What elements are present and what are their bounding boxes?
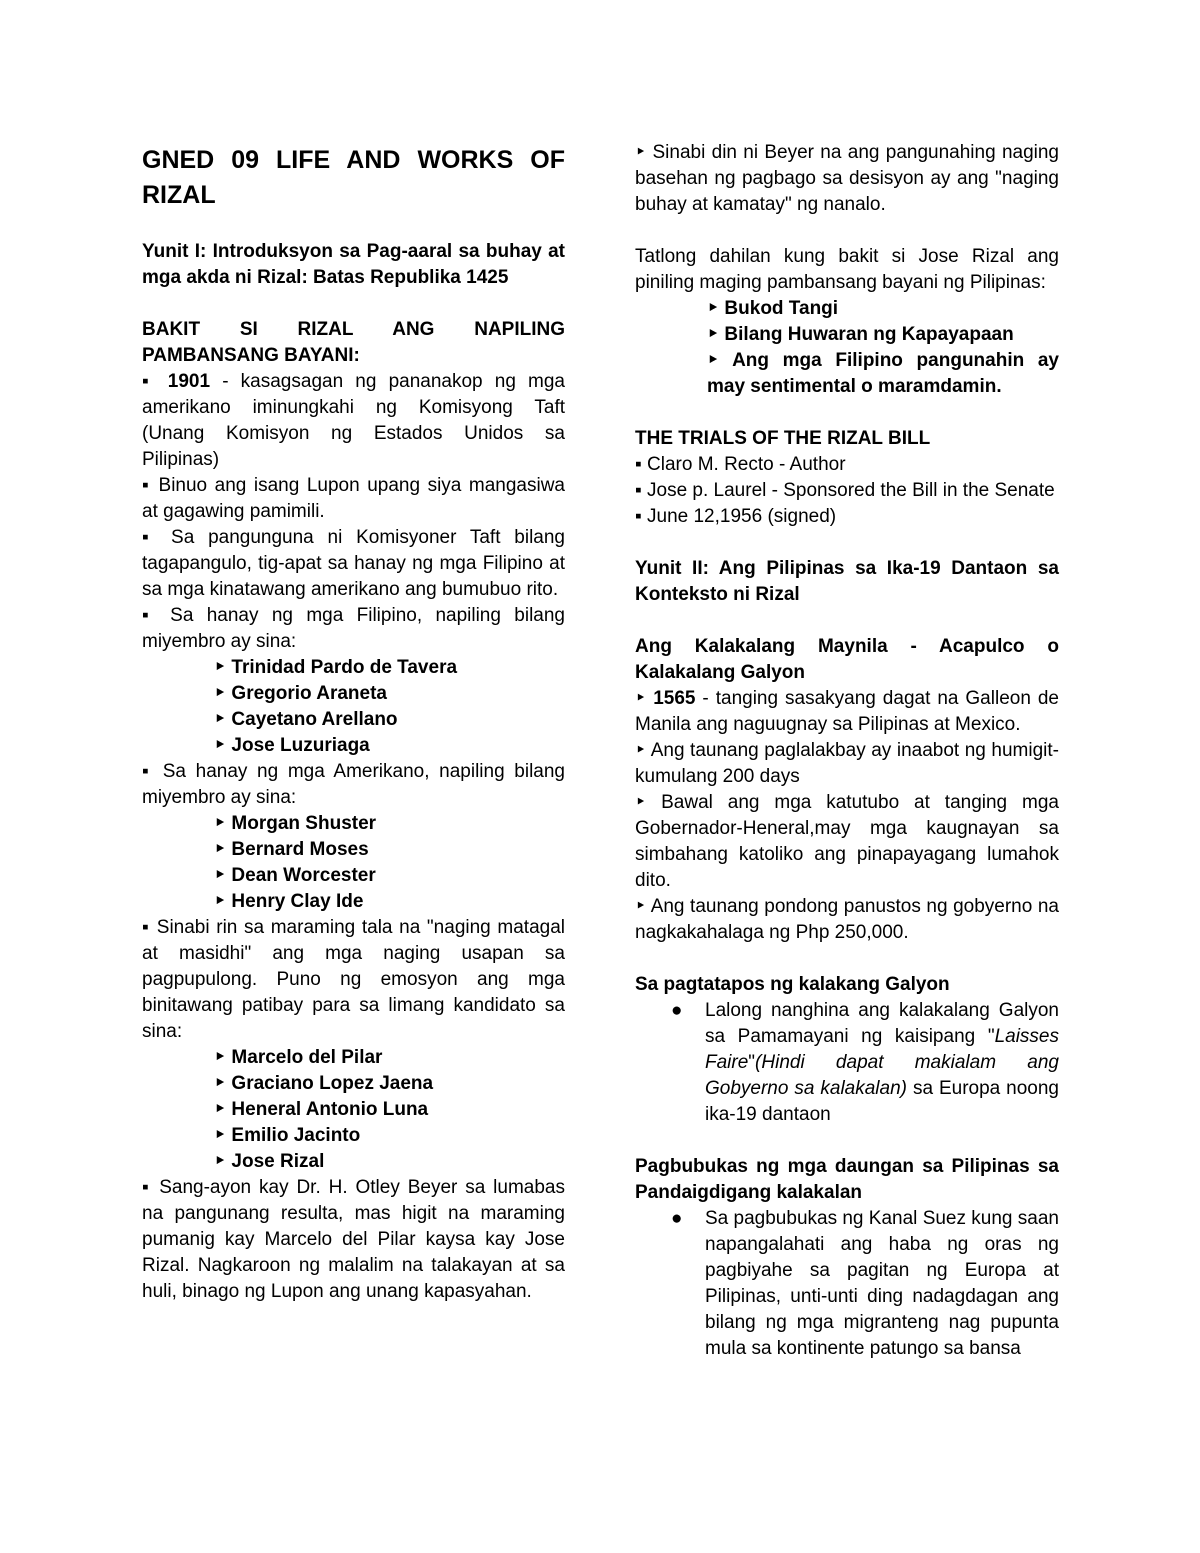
list-item: ▪ Jose p. Laurel - Sponsored the Bill in the Senate (635, 480, 1055, 501)
list-item: ‣ Jose Rizal (214, 1151, 325, 1172)
bullet-marker: ▪ (142, 371, 156, 392)
list-item: ‣ Cayetano Arellano (214, 709, 398, 730)
unit-2-heading: Yunit II: Ang Pilipinas sa Ika-19 Dantaon sa Konteksto ni Rizal (635, 558, 1059, 605)
list-item: ▪ June 12,1956 (signed) (635, 506, 837, 527)
list-item: ‣ Graciano Lopez Jaena (214, 1073, 434, 1094)
list-item: ‣ Heneral Antonio Luna (214, 1099, 429, 1120)
paragraph-usapan: ▪ Sinabi rin sa maraming tala na "naging matagal at masidhi" ang mga naging usapan sa pagpupulong. Puno ng emosyon ang mga binitawang patibay para sa limang kandidato sa sina: (142, 917, 565, 1042)
bullet-text: " (748, 1052, 756, 1073)
list-item: ‣ Ang mga Filipino pangunahin ay may sentimental o maramdamin. (707, 350, 1059, 397)
bullet-dot-icon: ● (671, 1208, 683, 1229)
year-1565: 1565 (653, 688, 696, 709)
trials-heading: THE TRIALS OF THE RIZAL BILL (635, 428, 931, 449)
pagtatapos-heading: Sa pagtatapos ng kalakang Galyon (635, 974, 950, 995)
paragraph-1565-text: - tanging sasakyang dagat na Galleon de Manila ang naguugnay sa Pilipinas at Mexico. (635, 688, 1059, 735)
paragraph-taft: ▪ Sa pangunguna ni Komisyoner Taft bilang tagapangulo, tig-apat sa hanay ng mga Filipino at sa mga kinatawang amerikano ang bumubuo rito. (142, 527, 565, 600)
list-item: ‣ Trinidad Pardo de Tavera (214, 657, 458, 678)
paragraph-taunang-paglalakbay: ‣ Ang taunang paglalakbay ay inaabot ng humigit-kumulang 200 days (635, 740, 1059, 787)
candidates-list (142, 1045, 565, 1175)
paragraph-tatlong-dahilan: Tatlong dahilan kung bakit si Jose Rizal ang piniling maging pambansang bayani ng Pilipinas: (635, 246, 1059, 293)
italic-laisses-faire: Laisses Faire (705, 1026, 1059, 1073)
bullet-item-kanal-suez (635, 1206, 1059, 1362)
bullet-item-laisses-faire (635, 998, 1059, 1128)
paragraph-1565 (635, 686, 1059, 738)
list-item: ‣ Gregorio Araneta (214, 683, 387, 704)
bullet-text: Sa pagbubukas ng Kanal Suez kung saan napangalahati ang haba ng oras ng pagbiyahe sa pagitan ng Europa at Pilipinas, unti-unti ding nadagdagan ang bilang ng mga migranteng nag pupunta mula sa kontinente patungo sa bansa (705, 1208, 1059, 1359)
daungan-heading: Pagbubukas ng mga daungan sa Pilipinas sa Pandaigdigang kalakalan (635, 1156, 1059, 1203)
list-item: ‣ Bilang Huwaran ng Kapayapaan (707, 324, 1014, 345)
paragraph-1901 (142, 369, 565, 473)
paragraph-lupon: ▪ Binuo ang isang Lupon upang siya mangasiwa at gagawing pamimili. (142, 475, 565, 522)
document-title: GNED 09 LIFE AND WORKS OF RIZAL (142, 146, 565, 209)
paragraph-1901-text: - kasagsagan ng pananakop ng mga amerikano iminungkahi ng Komisyong Taft (Unang Komisyon ng Estados Unidos sa Pilipinas) (142, 371, 565, 470)
paragraph-american-members: ▪ Sa hanay ng mga Amerikano, napiling bilang miyembro ay sina: (142, 761, 565, 808)
paragraph-filipino-members: ▪ Sa hanay ng mga Filipino, napiling bilang miyembro ay sina: (142, 605, 565, 652)
section-heading-bakit-si-rizal: BAKIT SI RIZAL ANG NAPILING PAMBANSANG BAYANI: (142, 319, 565, 366)
reasons-list (635, 296, 1059, 400)
paragraph-beyer: ▪ Sang-ayon kay Dr. H. Otley Beyer sa lumabas na pangunang resulta, mas higit na maraming pumanig kay Marcelo del Pilar kaysa kay Jose Rizal. Nagkaroon ng malalim na talakayan at sa huli, binago ng Lupon ang unang kapasyahan. (142, 1177, 565, 1302)
galyon-heading: Ang Kalakalang Maynila - Acapulco o Kalakalang Galyon (635, 636, 1059, 683)
list-item: ‣ Bukod Tangi (707, 298, 839, 319)
list-item: ▪ Claro M. Recto - Author (635, 454, 846, 475)
bullet-text: sa Europa noong ika-19 dantaon (705, 1078, 1059, 1125)
bullet-marker: ‣ (635, 688, 647, 709)
list-item: ‣ Bernard Moses (214, 839, 369, 860)
list-item: ‣ Dean Worcester (214, 865, 376, 886)
paragraph-beyer-decision: ‣ Sinabi din ni Beyer na ang pangunahing naging basehan ng pagbago sa desisyon ay ang "naging buhay at kamatay" ng nanalo. (635, 142, 1059, 215)
year-1901: 1901 (167, 371, 211, 392)
right-column (635, 140, 1059, 1362)
bullet-text: Lalong nanghina ang kalakalang Galyon sa Pamamayani ng kaisipang " (705, 1000, 1059, 1047)
filipino-members-list (142, 655, 565, 759)
american-members-list (142, 811, 565, 915)
italic-hindi-dapat: (Hindi dapat makialam ang Gobyerno sa kalakalan) (705, 1052, 1059, 1099)
list-item: ‣ Jose Luzuriaga (214, 735, 370, 756)
list-item: ‣ Henry Clay Ide (214, 891, 364, 912)
list-item: ‣ Marcelo del Pilar (214, 1047, 383, 1068)
paragraph-pondo: ‣ Ang taunang pondong panustos ng gobyerno na nagkakahalaga ng Php 250,000. (635, 896, 1059, 943)
unit-1-heading: Yunit I: Introduksyon sa Pag-aaral sa buhay at mga akda ni Rizal: Batas Republika 1425 (142, 241, 565, 288)
bullet-dot-icon: ● (671, 1000, 683, 1021)
list-item: ‣ Morgan Shuster (214, 813, 377, 834)
left-column (142, 140, 565, 1305)
paragraph-bawal: ‣ Bawal ang mga katutubo at tanging mga Gobernador-Heneral,may mga kaugnayan sa simbahang katoliko ang pinapayagang lumahok dito. (635, 792, 1059, 891)
list-item: ‣ Emilio Jacinto (214, 1125, 361, 1146)
